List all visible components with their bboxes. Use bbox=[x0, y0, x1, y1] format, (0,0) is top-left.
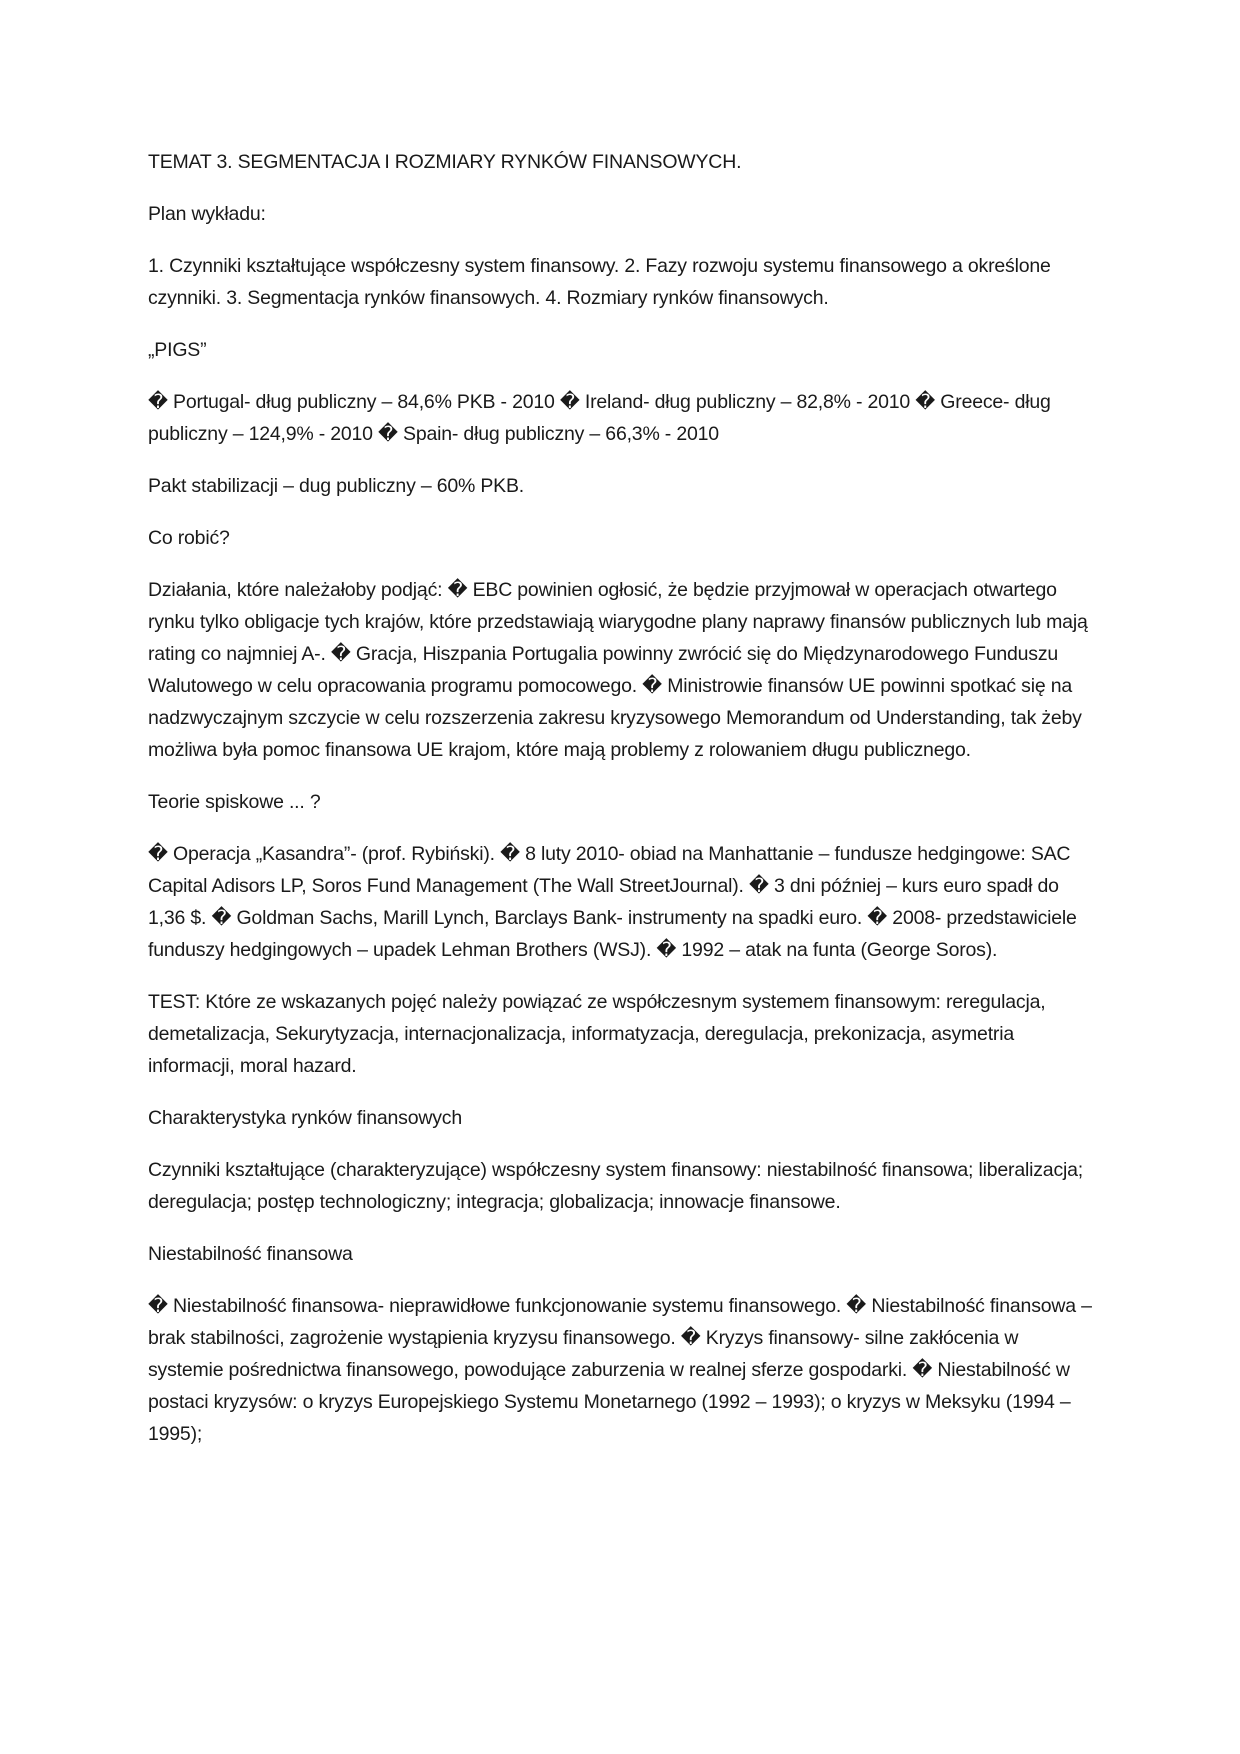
plan-items: 1. Czynniki kształtujące współczesny system finansowy. 2. Fazy rozwoju systemu finansowego a określone czynniki. 3. Segmentacja rynków finansowych. 4. Rozmiary rynków finansowych. bbox=[148, 255, 1051, 309]
document-body bbox=[148, 146, 1098, 1470]
plan-heading: Plan wykładu: bbox=[148, 203, 266, 225]
niestabilnosc-paragraph: � Niestabilność finansowa- nieprawidłowe funkcjonowanie systemu finansowego. � Niestabilność finansowa – brak stabilności, zagrożenie wystąpienia kryzysu finansowego. � Kryzys finansowy- silne zakłócenia w systemie pośrednictwa finansowego, powodujące zaburzenia w realnej sferze gospodarki. � Niestabilność w postaci kryzysów: o kryzys Europejskiego Systemu Monetarnego (1992 – 1993); o kryzys w Meksyku (1994 – 1995); bbox=[148, 1295, 1092, 1445]
teorie-paragraph: � Operacja „Kasandra”- (prof. Rybiński). � 8 luty 2010- obiad na Manhattanie – fundusze hedgingowe: SAC Capital Adisors LP, Soros Fund Management (The Wall StreetJournal). � 3 dni później – kurs euro spadł do 1,36 $. � Goldman Sachs, Marill Lynch, Barclays Bank- instrumenty na spadki euro. � 2008- przedstawiciele funduszy hedgingowych – upadek Lehman Brothers (WSJ). � 1992 – atak na funta (George Soros). bbox=[148, 843, 1077, 961]
charakterystyka-heading: Charakterystyka rynków finansowych bbox=[148, 1107, 462, 1129]
test-paragraph: TEST: Które ze wskazanych pojęć należy powiązać ze współczesnym systemem finansowym: reregulacja, demetalizacja, Sekurytyzacja, internacjonalizacja, informatyzacja, deregulacja, prekonizacja, asymetria informacji, moral hazard. bbox=[148, 991, 1046, 1077]
niestabilnosc-heading: Niestabilność finansowa bbox=[148, 1243, 353, 1265]
dzialania-paragraph: Działania, które należałoby podjąć: � EBC powinien ogłosić, że będzie przyjmował w operacjach otwartego rynku tylko obligacje tych krajów, które przedstawiają wiarygodne plany naprawy finansów publicznych lub mają rating co najmniej A-. � Gracja, Hiszpania Portugalia powinny zwrócić się do Międzynarodowego Funduszu Walutowego w celu opracowania programu pomocowego. � Ministrowie finansów UE powinni spotkać się na nadzwyczajnym szczycie w celu rozszerzenia zakresu kryzysowego Memorandum od Understanding, tak żeby możliwa była pomoc finansowa UE krajom, które mają problemy z rolowaniem długu publicznego. bbox=[148, 579, 1088, 761]
czynniki-paragraph: Czynniki kształtujące (charakteryzujące) współczesny system finansowy: niestabilność finansowa; liberalizacja; deregulacja; postęp technologiczny; integracja; globalizacja; innowacje finansowe. bbox=[148, 1159, 1083, 1213]
pigs-heading: „PIGS” bbox=[148, 339, 207, 361]
teorie-heading: Teorie spiskowe ... ? bbox=[148, 791, 321, 813]
co-robic-heading: Co robić? bbox=[148, 527, 230, 549]
document-title: TEMAT 3. SEGMENTACJA I ROZMIARY RYNKÓW FINANSOWYCH. bbox=[148, 151, 742, 173]
pakt-paragraph: Pakt stabilizacji – dug publiczny – 60% PKB. bbox=[148, 475, 524, 497]
pigs-paragraph: � Portugal- dług publiczny – 84,6% PKB - 2010 � Ireland- dług publiczny – 82,8% - 2010 � Greece- dług publiczny – 124,9% - 2010 � Spain- dług publiczny – 66,3% - 2010 bbox=[148, 391, 1051, 445]
